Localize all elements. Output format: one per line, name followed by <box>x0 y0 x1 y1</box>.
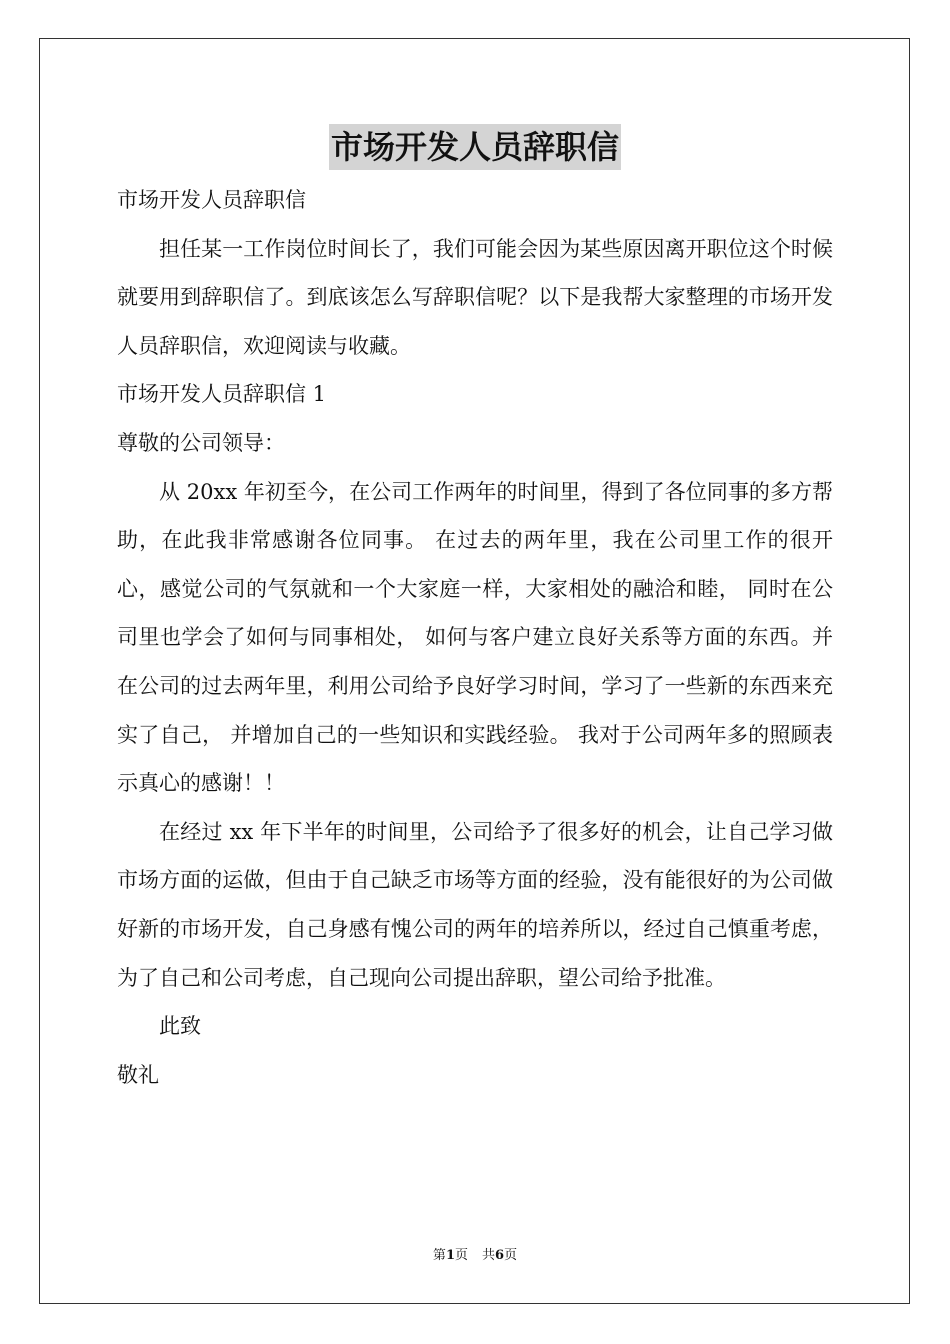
letter-paragraph-1: 从 20xx 年初至今，在公司工作两年的时间里，得到了各位同事的多方帮助，在此我非常感谢各位同事。 在过去的两年里，我在公司里工作的很开心，感觉公司的气氛就和一个大家庭一样，大家相处的融洽和睦， 同时在公司里也学会了如何与同事相处， 如何与客户建立良好关系等方面的东西。并在公司的过去两年里，利用公司给予良好学习时间，学习了一些新的东西来充 实了自己， 并增加自己的一些知识和实践经验。 我对于公司两年多的照顾表示真心的感谢！！ <box>117 479 833 796</box>
document-body <box>117 176 833 1099</box>
letter-paragraph-2: 在经过 xx 年下半年的时间里，公司给予了很多好的机会，让自己学习做市场方面的运做，但由于自己缺乏市场等方面的经验，没有能很好的为公司做好新的市场开发，自己身感有愧公司的两年的培养所以，经过自己慎重考虑，为了自己和公司考虑，自己现向公司提出辞职，望公司给予批准。 <box>117 819 833 990</box>
total-prefix: 共 <box>482 1248 496 1263</box>
total-suffix: 页 <box>504 1248 518 1263</box>
page-current: 1 <box>445 1248 455 1263</box>
section-heading: 市场开发人员辞职信 1 <box>117 382 327 407</box>
page-prefix: 第 <box>432 1248 446 1263</box>
closing-line-2: 敬礼 <box>117 1062 159 1087</box>
page-total: 6 <box>495 1248 505 1263</box>
document-title: 市场开发人员辞职信 <box>329 124 621 170</box>
title-container <box>0 124 950 170</box>
document-subtitle: 市场开发人员辞职信 <box>117 188 306 212</box>
intro-paragraph: 担任某一工作岗位时间长了，我们可能会因为某些原因离开职位这个时候就要用到辞职信了。到底该怎么写辞职信呢？以下是我帮大家整理的市场开发人员辞职信，欢迎阅读与收藏。 <box>117 236 833 358</box>
page-footer <box>0 1246 950 1266</box>
salutation: 尊敬的公司领导： <box>117 430 285 455</box>
page-suffix: 页 <box>454 1248 468 1263</box>
closing-line-1: 此致 <box>159 1014 201 1039</box>
